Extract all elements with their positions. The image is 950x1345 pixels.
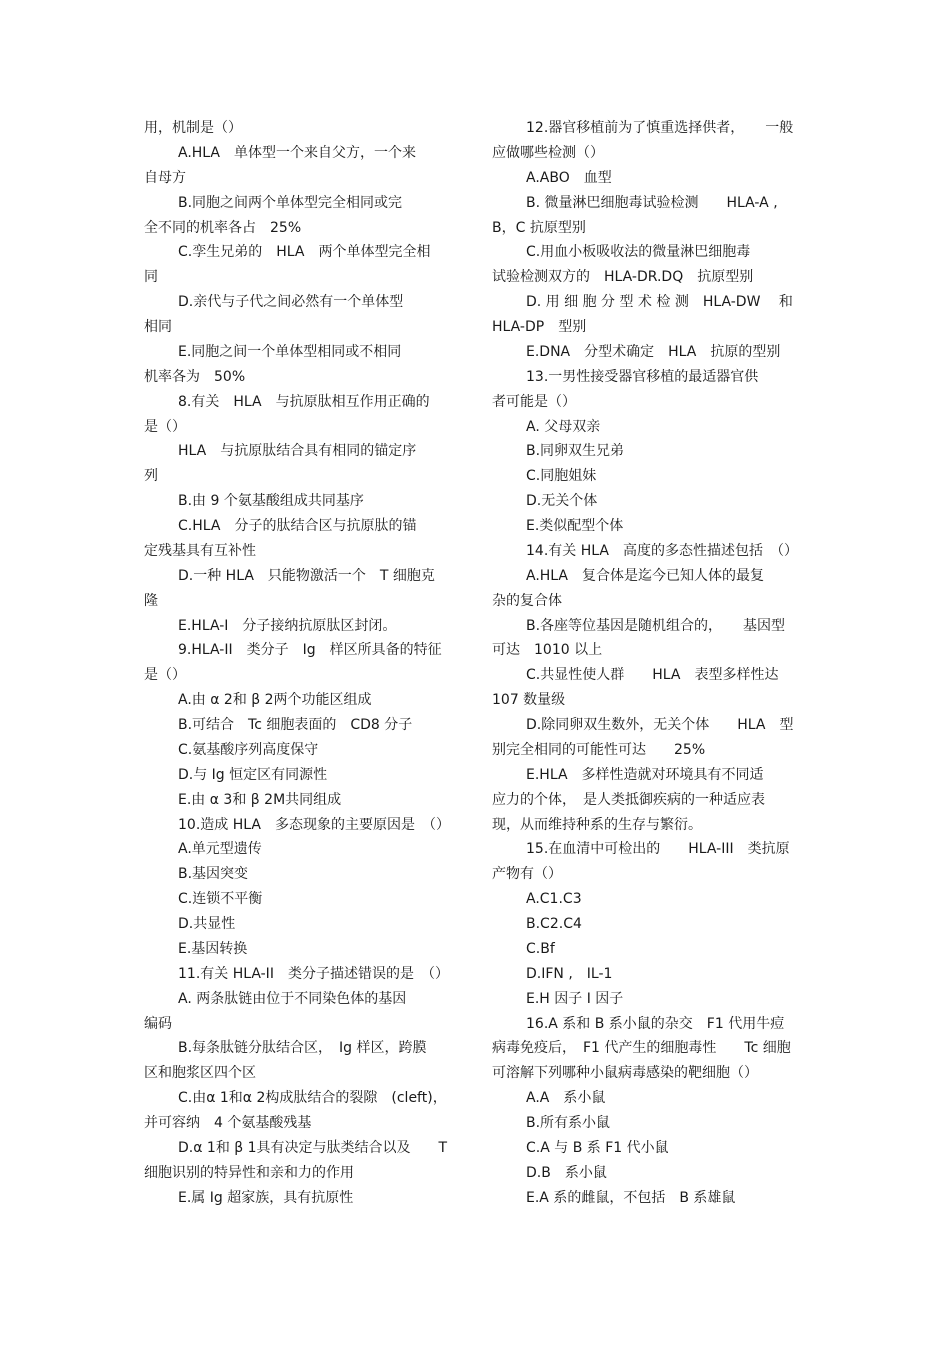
text-line: HLA-DP 型别 (492, 319, 587, 335)
text-line: B.可结合 Tc 细胞表面的 CD8 分子 (178, 717, 413, 733)
text-line: D.除同卵双生数外，无关个体 HLA 型 (526, 717, 794, 733)
text-line: 产物有（） (492, 866, 562, 883)
text-line: E.类似配型个体 (526, 518, 624, 534)
text-line: B，C 抗原型别 (492, 219, 586, 236)
text-line: 全不同的机率各占 25% (144, 219, 302, 236)
text-line: 13.一男性接受器官移植的最适器官供 (526, 368, 759, 385)
text-line: D.B 系小鼠 (526, 1164, 607, 1181)
text-line: 列 (144, 468, 158, 485)
text-line: 者可能是（） (492, 393, 576, 410)
text-line: 机率各为 50% (144, 368, 246, 385)
text-line: D. 用 细 胞 分 型 术 检 测 HLA-DW 和 (526, 294, 793, 311)
text-line: C.孪生兄弟的 HLA 两个单体型完全相 (178, 244, 431, 261)
text-line: D.α 1和 β 1具有决定与肽类结合以及 T (178, 1139, 448, 1156)
text-line: D.与 Ig 恒定区有同源性 (178, 766, 328, 783)
text-line: A. 两条肽链由位于不同染色体的基因 (178, 990, 407, 1007)
text-line: 16.A 系和 B 系小鼠的杂交 F1 代用牛痘 (526, 1015, 785, 1032)
text-line: 相同 (144, 319, 172, 335)
text-line: 15.在血清中可检出的 HLA-III 类抗原 (526, 841, 790, 858)
text-line: 应力的个体， 是人类抵御疾病的一种适应表 (492, 791, 765, 808)
text-line: B.每条肽链分肽结合区， Ig 样区，跨膜 (178, 1040, 427, 1057)
text-line: B.同卵双生兄弟 (526, 443, 625, 460)
text-line: E.H 因子 I 因子 (526, 990, 624, 1007)
text-line: E.HLA-I 分子接纳抗原肽区封闭。 (178, 617, 397, 634)
text-line: 病毒免疫后， F1 代产生的细胞毒性 Tc 细胞 (492, 1040, 791, 1057)
text-line: 107 数量级 (492, 692, 566, 709)
text-line: D.IFN , IL-1 (526, 965, 613, 982)
text-line: D.一种 HLA 只能物激活一个 T 细胞克 (178, 567, 435, 584)
text-line: E.由 α 3和 β 2M共同组成 (178, 791, 342, 808)
text-line: 9.HLA-II 类分子 Ig 样区所具备的特征 (178, 642, 442, 659)
text-line: 杂的复合体 (492, 592, 562, 609)
text-line: D.无关个体 (526, 493, 598, 510)
text-line: E.HLA 多样性造就对环境具有不同适 (526, 766, 764, 783)
text-line: 试验检测双方的 HLA-DR.DQ 抗原型别 (492, 269, 754, 286)
text-line: C.连锁不平衡 (178, 891, 263, 908)
text-line: D.共显性 (178, 916, 236, 932)
text-line: C.A 与 B 系 F1 代小鼠 (526, 1139, 669, 1156)
text-line: 细胞识别的特异性和亲和力的作用 (144, 1164, 354, 1181)
text-line: 是（） (144, 418, 186, 435)
text-line: 编码 (144, 1015, 172, 1032)
text-line: 应做哪些检测（） (492, 144, 604, 161)
text-line: 现，从而维持种系的生存与繁衍。 (492, 816, 702, 833)
text-line: 同 (144, 269, 158, 286)
text-line: A.由 α 2和 β 2两个功能区组成 (178, 692, 372, 709)
text-line: B.基因突变 (178, 866, 249, 883)
left-column (144, 116, 464, 1211)
text-line: A.HLA 单体型一个来自父方，一个来 (178, 144, 417, 161)
text-line: 可达 1010 以上 (492, 642, 603, 659)
text-line: A.HLA 复合体是迄今已知人体的最复 (526, 567, 765, 584)
text-line: C.同胞姐妹 (526, 468, 597, 485)
text-line: B. 微量淋巴细胞毒试验检测 HLA-A , (526, 194, 778, 211)
text-line: C.Bf (526, 940, 555, 957)
text-line: A.A 系小鼠 (526, 1090, 606, 1107)
text-line: HLA 与抗原肽结合具有相同的锚定序 (178, 443, 417, 460)
text-line: B.所有系小鼠 (526, 1115, 611, 1131)
text-line: C.共显性使人群 HLA 表型多样性达 (526, 667, 779, 684)
text-line: D.亲代与子代之间必然有一个单体型 (178, 294, 404, 311)
text-line: 区和胞浆区四个区 (144, 1065, 256, 1082)
text-line: 是（） (144, 667, 186, 684)
text-line: 11.有关 HLA-II 类分子描述错误的是 （） (178, 965, 449, 982)
text-line: B.C2.C4 (526, 916, 582, 932)
text-line: 8.有关 HLA 与抗原肽相互作用正确的 (178, 393, 430, 410)
text-line: C.用血小板吸收法的微量淋巴细胞毒 (526, 244, 751, 261)
text-line: E.A 系的雌鼠，不包括 B 系雄鼠 (526, 1189, 736, 1206)
text-line: A.C1.C3 (526, 891, 582, 908)
text-line: 自母方 (144, 169, 186, 186)
text-line: C.氨基酸序列高度保守 (178, 741, 319, 758)
text-line: B.由 9 个氨基酸组成共同基序 (178, 493, 364, 510)
text-line: 可溶解下列哪种小鼠病毒感染的靶细胞（） (492, 1065, 758, 1082)
text-line: 定残基具有互补性 (144, 542, 256, 559)
text-line: B.各座等位基因是随机组合的， 基因型 (526, 617, 786, 634)
text-line: C.HLA 分子的肽结合区与抗原肽的锚 (178, 518, 417, 534)
text-line: E.基因转换 (178, 940, 248, 957)
text-line: 12.器官移植前为了慎重选择供者， 一般 (526, 120, 794, 136)
text-line: 用，机制是（） (144, 120, 242, 136)
text-line: A. 父母双亲 (526, 418, 601, 435)
right-column (492, 116, 812, 1211)
text-line: 14.有关 HLA 高度的多态性描述包括 （） (526, 542, 798, 559)
text-line: B.同胞之间两个单体型完全相同或完 (178, 194, 403, 211)
text-line: E.DNA 分型术确定 HLA 抗原的型别 (526, 343, 781, 360)
text-line: C.由α 1和α 2构成肽结合的裂隙 (cleft)， (178, 1090, 447, 1107)
text-line: E.属 Ig 超家族，具有抗原性 (178, 1189, 354, 1206)
text-line: 别完全相同的可能性可达 25% (492, 741, 706, 758)
text-line: A.ABO 血型 (526, 169, 612, 186)
text-line: A.单元型遗传 (178, 841, 262, 858)
text-line: E.同胞之间一个单体型相同或不相同 (178, 343, 402, 360)
text-line: 10.造成 HLA 多态现象的主要原因是 （） (178, 816, 450, 833)
text-line: 隆 (144, 592, 158, 609)
text-line: 并可容纳 4 个氨基酸残基 (144, 1115, 312, 1131)
